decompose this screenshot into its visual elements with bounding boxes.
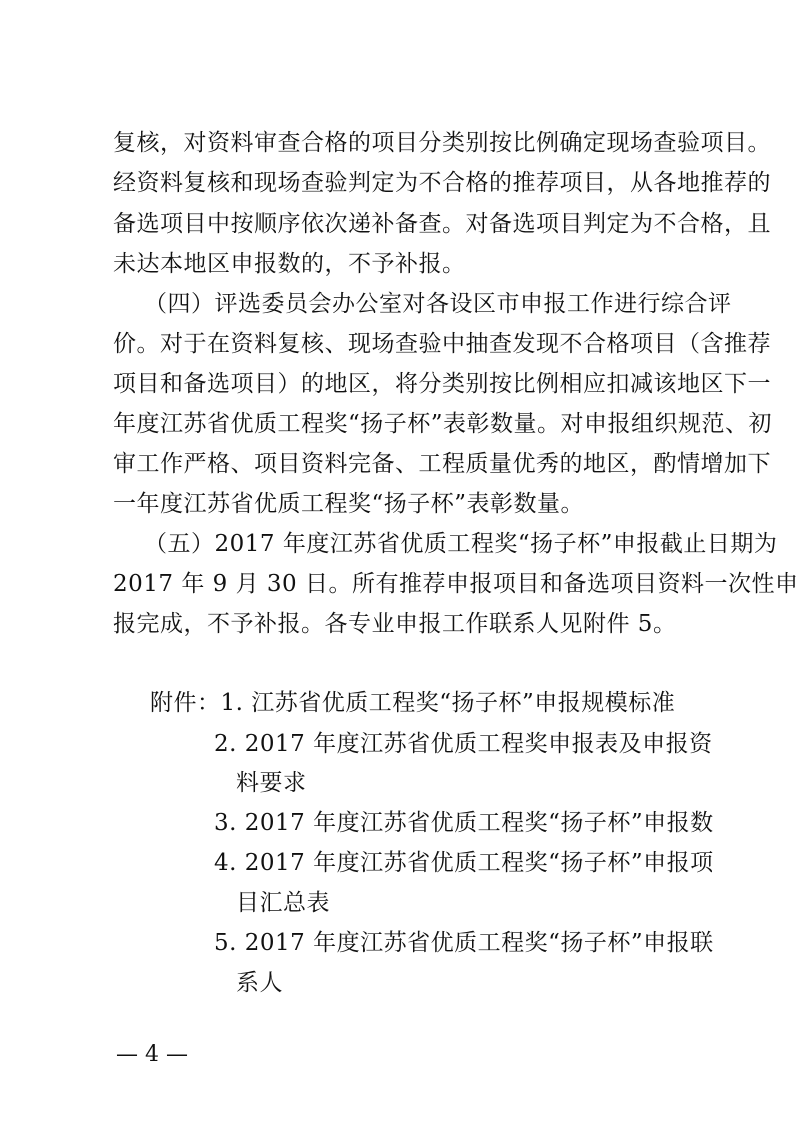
body-line-5: （四）评选委员会办公室对各设区市申报工作进行综合评 [144,291,732,317]
body-line-6: 价。对于在资料复核、现场查验中抽查发现不合格项目（含推荐 [113,331,771,357]
body-line-9: 审工作严格、项目资料完备、工程质量优秀的地区，酌情增加下 [113,451,771,477]
body-line-12: 2017 年 9 月 30 日。所有推荐申报项目和备选项目资料一次性申 [113,571,799,597]
attachment-item-4-cont: 目汇总表 [236,890,330,916]
body-line-3: 备选项目中按顺序依次递补备查。对备选项目判定为不合格，且 [113,211,771,237]
body-line-8: 年度江苏省优质工程奖“扬子杯”表彰数量。对申报组织规范、初 [113,411,773,437]
attachment-item-5: 5. 2017 年度江苏省优质工程奖“扬子杯”申报联 [214,930,714,956]
attachment-item-5-cont: 系人 [236,970,283,996]
body-line-11: （五）2017 年度江苏省优质工程奖“扬子杯”申报截止日期为 [144,531,778,557]
attachment-item-1: 附件：1. 江苏省优质工程奖“扬子杯”申报规模标准 [150,690,676,716]
attachment-item-3: 3. 2017 年度江苏省优质工程奖“扬子杯”申报数 [214,810,714,836]
attachment-item-2-cont: 料要求 [236,770,307,796]
page-number: — 4 — [116,1042,188,1067]
body-line-7: 项目和备选项目）的地区，将分类别按比例相应扣减该地区下一 [113,371,771,397]
body-line-13: 报完成，不予补报。各专业申报工作联系人见附件 5。 [113,611,677,637]
body-line-4: 未达本地区申报数的，不予补报。 [113,251,466,277]
attachment-item-4: 4. 2017 年度江苏省优质工程奖“扬子杯”申报项 [214,850,714,876]
body-line-10: 一年度江苏省优质工程奖“扬子杯”表彰数量。 [113,491,585,517]
body-line-2: 经资料复核和现场查验判定为不合格的推荐项目，从各地推荐的 [113,170,771,196]
body-line-1: 复核，对资料审查合格的项目分类别按比例确定现场查验项目。 [113,130,771,156]
attachment-item-2: 2. 2017 年度江苏省优质工程奖申报表及申报资 [214,731,713,757]
